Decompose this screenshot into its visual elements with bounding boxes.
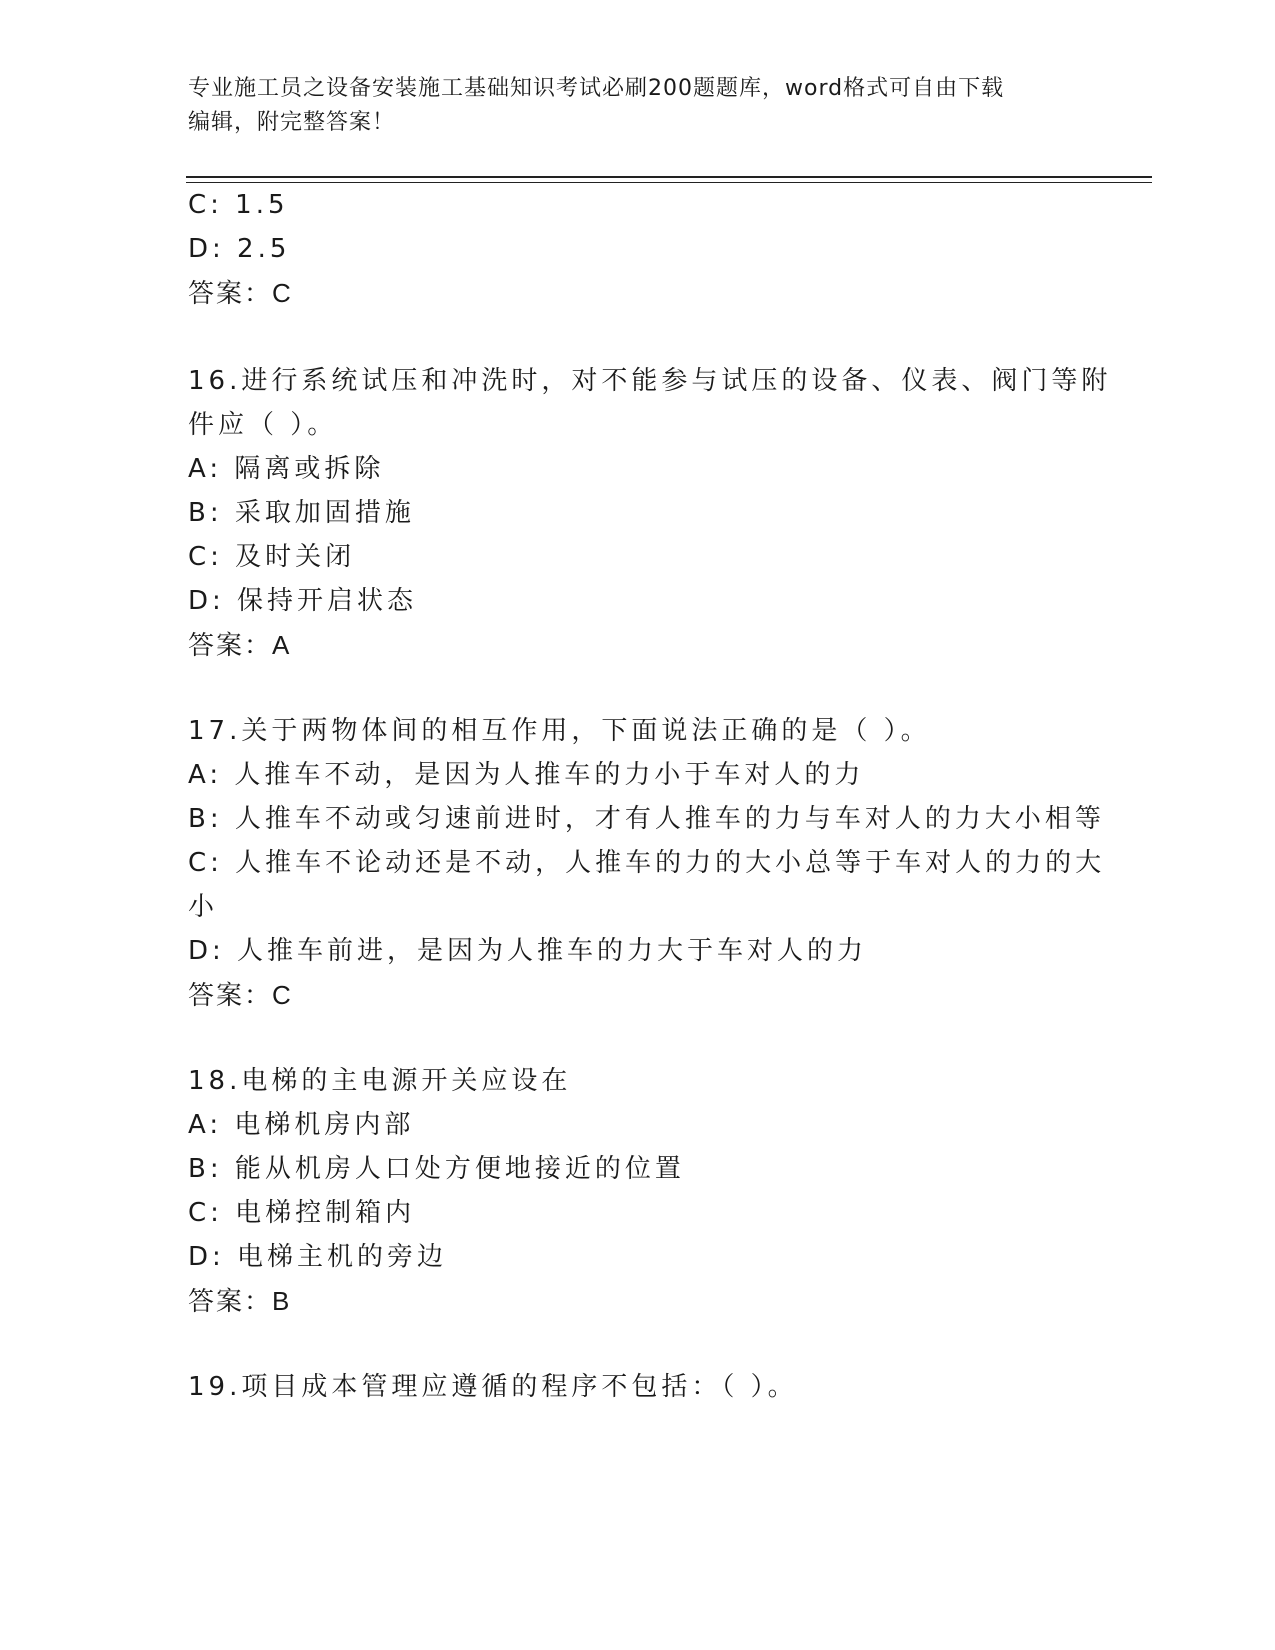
q17-option-a: A: 人推车不动，是因为人推车的力小于车对人的力 xyxy=(188,760,865,790)
q16-option-d: D: 保持开启状态 xyxy=(188,586,418,616)
q18-option-c: C: 电梯控制箱内 xyxy=(188,1198,416,1228)
q17-option-d: D: 人推车前进，是因为人推车的力大于车对人的力 xyxy=(188,936,868,966)
prev-option-d: D: 2.5 xyxy=(188,234,291,264)
q16-option-c: C: 及时关闭 xyxy=(188,542,356,572)
document-header xyxy=(188,72,1088,140)
q18-stem-line-1: 18.电梯的主电源开关应设在 xyxy=(188,1066,572,1096)
q17-option-b: B: 人推车不动或匀速前进时，才有人推车的力与车对人的力大小相等 xyxy=(188,804,1105,834)
q16-option-b: B: 采取加固措施 xyxy=(188,498,415,528)
q19-stem-line-1: 19.项目成本管理应遵循的程序不包括：（ ）。 xyxy=(188,1372,798,1402)
q18-option-b: B: 能从机房人口处方便地接近的位置 xyxy=(188,1154,685,1184)
q17-option-c-line-1: C: 人推车不论动还是不动，人推车的力的大小总等于车对人的力的大 xyxy=(188,848,1106,878)
q18-answer: 答案：B xyxy=(188,1286,292,1316)
q16-stem-line-2: 件应（ ）。 xyxy=(188,410,338,440)
q17-answer: 答案：C xyxy=(188,980,293,1010)
header-line-1: 专业施工员之设备安装施工基础知识考试必刷200题题库，word格式可自由下载 xyxy=(188,76,1005,101)
header-line-2: 编辑，附完整答案！ xyxy=(188,110,396,135)
q16-stem-line-1: 16.进行系统试压和冲洗时，对不能参与试压的设备、仪表、阀门等附 xyxy=(188,366,1112,396)
header-divider-thin xyxy=(186,182,1152,183)
q17-stem-line-1: 17.关于两物体间的相互作用，下面说法正确的是（ ）。 xyxy=(188,716,931,746)
q16-option-a: A: 隔离或拆除 xyxy=(188,454,385,484)
q18-option-d: D: 电梯主机的旁边 xyxy=(188,1242,448,1272)
q18-option-a: A: 电梯机房内部 xyxy=(188,1110,415,1140)
q17-option-c-line-2: 小 xyxy=(188,892,219,922)
q16-answer: 答案：A xyxy=(188,630,292,660)
prev-answer: 答案：C xyxy=(188,278,293,308)
prev-option-c: C: 1.5 xyxy=(188,190,289,220)
header-divider-thick xyxy=(186,176,1152,178)
